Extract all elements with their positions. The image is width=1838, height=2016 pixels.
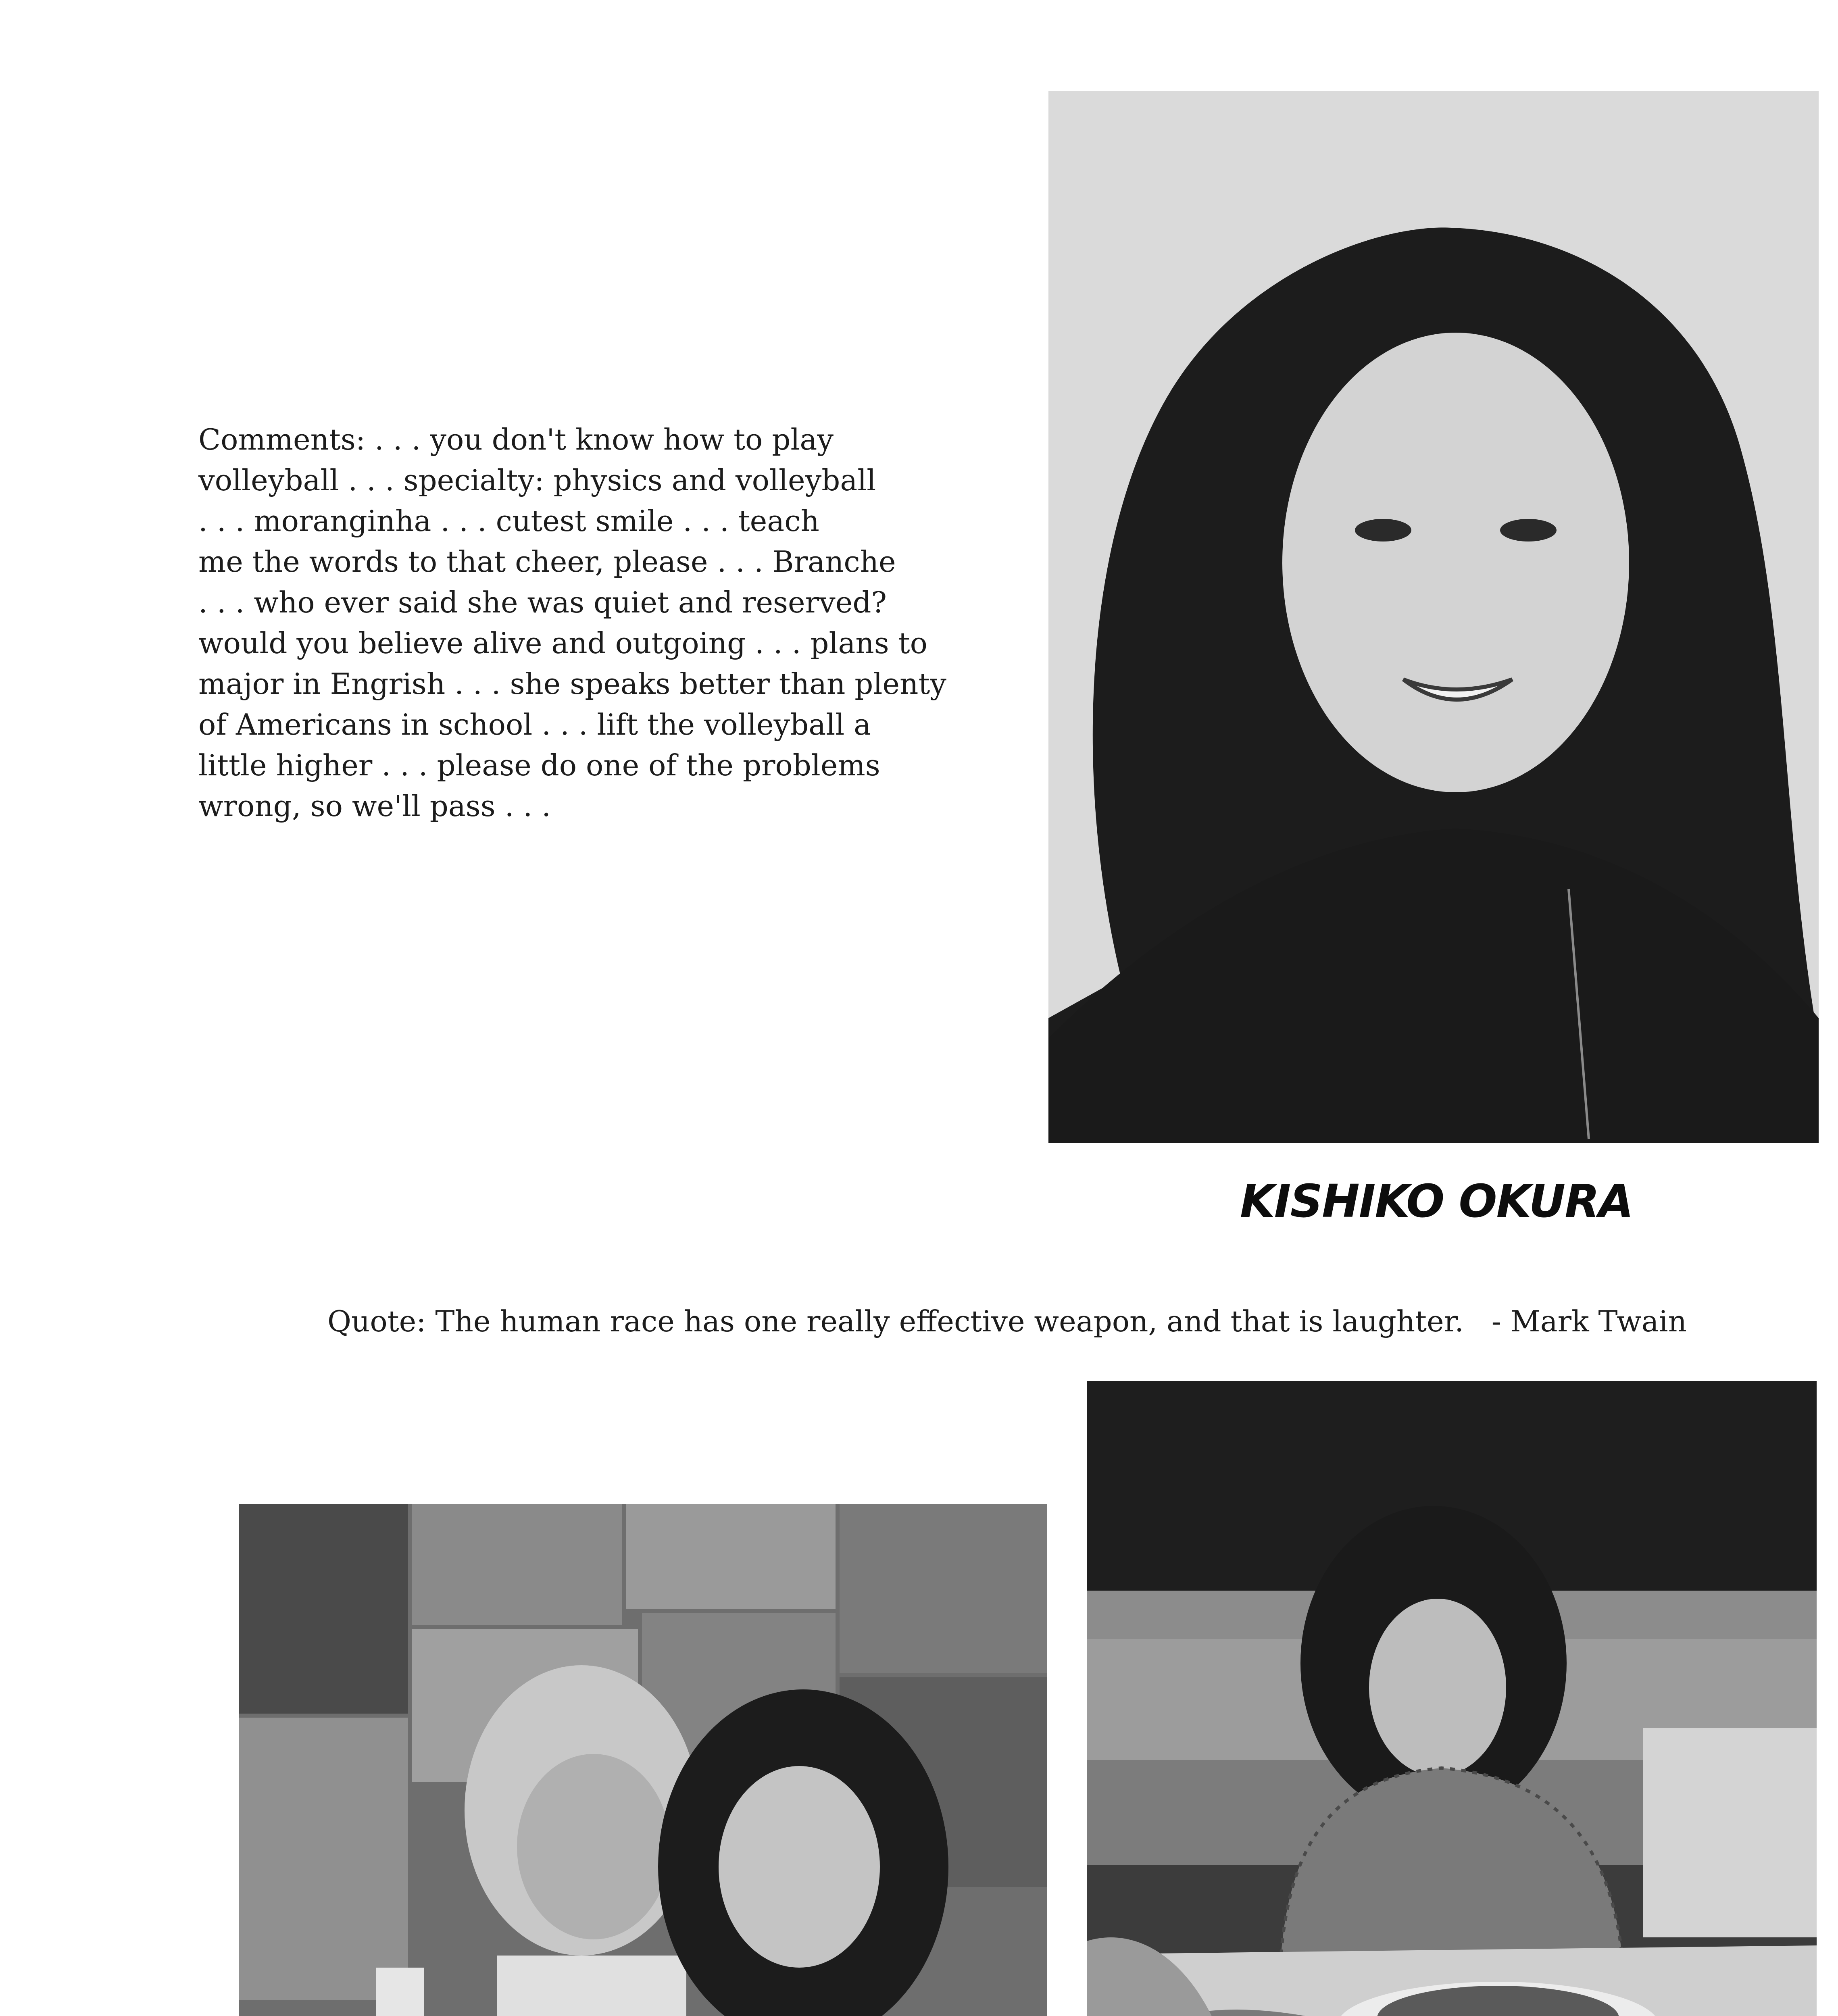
candid-photo-left xyxy=(239,1504,1047,2016)
portrait-photo xyxy=(1048,91,1819,1143)
candid-image-right xyxy=(1087,1381,1817,2016)
comments-line: volleyball . . . specialty: physics and volleyball xyxy=(198,463,876,497)
candid-image-left xyxy=(239,1504,1047,2016)
comments-line: wrong, so we'll pass . . . xyxy=(198,789,551,823)
student-name: KISHIKO OKURA xyxy=(1240,1175,1633,1228)
candid-photo-right xyxy=(1087,1381,1817,2016)
comments-line: of Americans in school . . . lift the volleyball a xyxy=(198,708,871,741)
comments-text xyxy=(198,419,965,827)
comments-line: major in Engrish . . . she speaks better than plenty xyxy=(198,667,946,701)
quote-text: Quote: The human race has one really effective weapon, and that is laughter. - Mark Twain xyxy=(327,1304,1687,1338)
comments-line: little higher . . . please do one of the problems xyxy=(198,748,880,782)
portrait-image xyxy=(1048,91,1819,1143)
comments-line: Comments: . . . you don't know how to play xyxy=(198,423,834,456)
comments-line: . . . who ever said she was quiet and reserved? xyxy=(198,585,887,619)
comments-line: would you believe alive and outgoing . . . plans to xyxy=(198,626,927,660)
comments-line: . . . moranginha . . . cutest smile . . . teach xyxy=(198,504,819,538)
comments-line: me the words to that cheer, please . . . Branche xyxy=(198,545,896,579)
